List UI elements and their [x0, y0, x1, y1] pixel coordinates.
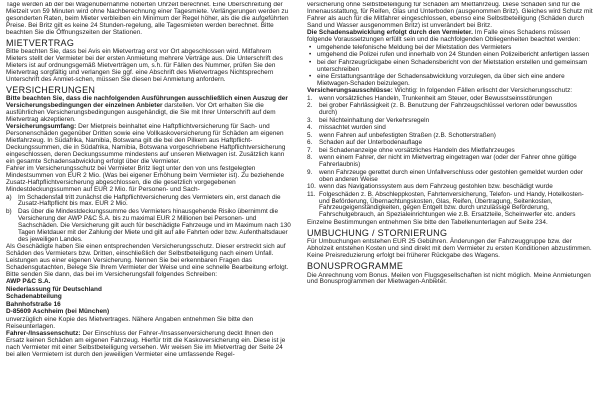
list-item-text: bei der Fahrzeugrückgabe einen Schadensbericht von der Mietstation erstellen und gemeinsam unterschreiben	[317, 58, 588, 73]
ausschluesse-label: Versicherungsausschlüsse:	[307, 87, 393, 95]
list-marker: 7.	[307, 146, 313, 154]
list-item-text: eine Erstattungsanträge der Schadensabwicklung vorzulegen, da über sich eine andere Mietwagen-Schaden beizulegen.	[317, 73, 565, 87]
schadensabwicklung-paragraph	[307, 30, 594, 44]
list-item-text: wenn einem Fahrer, der nicht im Mietvertrag eingetragen war (oder der Fahrer ohne gültige Fahrerlaubnis)	[319, 154, 577, 169]
mietvertrag-paragraph: Bitte beachten Sie, dass bei Avis ein Mietvertrag erst vor Ort abgeschlossen wird. Mitfahrern Mieters stellt der Vermieter bei der ersten Anmietung mehrere Verträge aus. Die Unterschrift des Mieters ist auf ordnungsgemäß Mietverträgen um, s.h. für Fällen des Nummer, prüfen Sie den Mietvertrag sorgfältig und verlangen Sie ggf. eine Abschrift des Mietvertrages Nichtsprechern Unterschrift des Anmiet-schen, müssen Sie diesen bei Anmietung anfordern.	[6, 48, 283, 83]
intro-paragraph: Tage werden ab der bei Wagenübernahme notierten Uhrzeit berechnet. Eine Überschreitung der Mietzeit von 59 Minuten wird ohne Nachberechnung einer Tagesmiete. Verlängerungen werden zu gesonderten Raten, beim Mieter verbleiben ein Minimum der Regel höher, als die die aufgeführten Preise. Bei Britz gilt es keine 24 Stunden-regelung, alle Tagesmieten werden berechnet. Bitte beachten Sie die Öffnungszeiten der Stationen.	[6, 2, 289, 36]
list-item	[307, 74, 594, 88]
list-marker: 2.	[307, 102, 313, 110]
bullet-icon: •	[309, 43, 312, 51]
list-item	[307, 60, 594, 74]
versicherungen-intro-text: darstellen. Vor Ort erhalten Sie die ausführlichen Versicherungsbedingungen ausgehändigt, die Sie mit Ihrer Unterschrift auf dem Mietvertrag akzeptieren.	[6, 101, 276, 123]
versicherungen-intro-bold: Bitte beachten Sie, dass die nachfolgenden Ausführungen ausschließlich einen Auszug der Versicherungsbedingungen der einzelnen Anbieter	[6, 95, 288, 109]
right-column	[307, 2, 594, 400]
umbuchung-paragraph: Für Umbuchungen entstehen EUR 25 Gebühren. Änderungen der Fahrzeuggruppe bzw. der Abholzeit entstehen Kosten und sind direkt mit dem Vermieter zu ersten Konditionen abzustimmen. Keine Preisreduzierung erfolgt bei früherer Rückgabe des Wagens.	[307, 238, 592, 260]
list-item-text: umgehend die Polizei rufen und innerhalb von 24 Stunden einen Polizeibericht anfertigen lassen	[317, 51, 590, 59]
list-marker: 4.	[307, 124, 313, 132]
section-heading-bonusprogramme: BONUSPROGRAMME	[307, 261, 404, 271]
bullet-list	[307, 45, 594, 88]
list-marker: 3.	[307, 116, 313, 124]
section-heading-mietvertrag: MIETVERTRAG	[6, 37, 75, 48]
tabellenunterlagen-paragraph: Einzelne Bestimmungen entnehmen Sie bitte den Tabellenunterlagen auf Seite 234.	[307, 218, 548, 226]
versicherungsumfang-paragraph	[6, 124, 293, 165]
list-item	[6, 195, 293, 209]
list-item-text: wenn Fahren auf unbefestigten Straßen (z.B. Schotterstraßen)	[319, 131, 496, 139]
list-marker: 6.	[307, 139, 313, 147]
address-block	[6, 279, 293, 316]
schadensabwicklung-label: Die Schadensabwicklung erfolgt durch den Vermieter.	[307, 29, 473, 37]
versicherungen-intro	[6, 96, 293, 124]
left-column	[6, 2, 293, 400]
list-marker: a)	[6, 193, 12, 201]
address-street: Bahnhofstraße 16	[6, 300, 61, 308]
bullet-icon: •	[309, 58, 312, 66]
bonusprogramme-paragraph: Die Anrechnung vom Bonus. Meilen von Flugsgesellschaften ist nicht möglich. Meine Anmietungen und Bonusprogrammen der Mietwagen-Anbieter.	[307, 271, 591, 286]
list-item-text: Das über die Mindestdeckungssumme des Vermieters hinausgehende Risiko übernimmt die Versicherung der AWP P&C S.A. bis zu maximal EUR 2 Millionen bei Personen- und Sachschäden. Die Versicherung gilt auch für beschädigte Fahrzeuge und im Maximum nach 130 Tagen Mietdauer mit der Zahlung der Miete und gilt auf alle Fahrten oder bzw. Aufenthaltsdauer des jeweiligen Landes.	[18, 207, 291, 243]
list-item-text: missachtet wurden sind	[319, 124, 386, 132]
lettered-list	[6, 195, 293, 244]
list-marker: b)	[6, 207, 12, 215]
list-item	[6, 209, 293, 244]
insassenschutz-paragraph	[6, 331, 293, 359]
insassenschutz-label: Fahrer-/Insassenschutz:	[6, 330, 81, 338]
list-marker: 9.	[307, 168, 313, 176]
list-marker: 8.	[307, 154, 313, 162]
list-item-text: wenn das Navigationssystem aus dem Fahrzeug gestohlen bzw. beschädigt wurde	[319, 183, 553, 191]
bullet-icon: •	[309, 51, 312, 59]
list-item	[307, 170, 594, 184]
list-item-text: Schaden auf der Unterbodenauflage	[319, 139, 423, 147]
list-marker: 10.	[307, 183, 316, 191]
ausschluesse-text: Wichtig: In folgenden Fällen erlischt der Versicherungsschutz:	[394, 87, 573, 95]
bullet-icon: •	[309, 73, 312, 81]
address-city: D-85609 Aschheim (bei München)	[6, 308, 110, 316]
versicherungsumfang-text: Der Mietpreis beinhaltet eine Haftpflichtversicherung für Sach- und Personenschäden gegenüber Dritten sowie eine Vollkaskoversicherung für Schäden am eigenen Mietfahrzeug. In Südafrika, Namibia, Botswana gilt die bei den Pilkern aus Haftpflicht-Deckungssummen, die in Südafrika, Namibia, Botswana vorgeschriebene Haftpflichtversicherung eingeschlossen, deren Deckungssumme mindestens auf unseren Mietwagen ist. Zusätzlich kann ein gesamte Schadensabwicklung erfolgt über die Vermieter.	[6, 123, 286, 165]
list-item-text: Folgeschäden z. B. Abschleppkosten, Fahrtenversicherung, Telefon- und Handy, Hotelkosten- und Beförderung, Übernachtungskosten, Glas, Reifen, Übertragung, Seitenkosten, Fahrzeugeigenständigkeiten, gegen Entgelt bzw. durch unzulässige Beförderung, Fahrschulgebrauch, an Spezialeinrichtungen wie z.B. Ersatzteile, Scheinwerfer etc. anders	[319, 190, 584, 219]
list-item-text: bei Schadenanzeige ohne vorsätzliches Handeln des Mietfahrzeuges	[319, 146, 515, 154]
list-item-text: bei grober Fahrlässigkeit (z. B. Benutzung der Fahrzeugschlüssel verloren oder bewusstlos durch)	[319, 102, 577, 117]
address-department: Schadenabteilung	[6, 293, 62, 301]
list-item-text: wenn Fahrzeuge gerettet durch einen Unfallverschluss oder gestohlen gemeldet wurden oder oben anderen Weise	[319, 168, 583, 183]
list-marker: 11.	[307, 190, 316, 198]
section-heading-umbuchung: UMBUCHUNG / STORNIERUNG	[307, 227, 448, 238]
address-branch: Niederlassung für Deutschland	[6, 285, 102, 293]
vollkasko-paragraph: versicherung ohne Selbstbeteiligung für Schäden am Mietfahrzeug. Diese Schäden sind für die Innenausstattung, für Reifen, Glas und Unterboden (ausgenommen Britz). Gleiches wird Schutz mit Fahrer als auch für die Mitfahrer eingeschlossen, ebenso eine Selbstbeteiligung (Schäden durch Sand und Wasser ausgenommen Britz) ist unverändert bei Britz.	[307, 2, 593, 29]
address-company: AWP P&C S.A.	[6, 278, 51, 286]
list-item-text: umgehende telefonische Meldung bei der Mietstation des Vermieters	[317, 43, 512, 51]
list-item	[307, 155, 594, 169]
versicherungsumfang-label: Versicherungsumfang:	[6, 123, 77, 131]
list-item	[307, 192, 594, 220]
list-marker: 5.	[307, 131, 313, 139]
schadensabwicklung-text: Im Falle eines Schadens müssen folgende Voraussetzungen erfüllt sein und die nachfolgenden Obliegenheiten beachtet werden:	[307, 29, 581, 44]
insassenschutz-text: Der Einschluss der Fahrer-/Insassenversicherung deckt Ihnen den Ersatz keinen Schäden am eigenen Fahrzeug. Hierfür tritt die Kaskoversicherung ein. Diese ist je nach Vermieter mit einer Selbstbeteiligung versehen. Wir weisen Sie im Mietvertrag der Seite 24 bei allen Vermietern ist durch den jeweiligen Vermieter eine umfassende Regel-	[6, 330, 286, 358]
section-heading-versicherungen: VERSICHERUNGEN	[6, 84, 96, 95]
list-marker: 1.	[307, 94, 313, 102]
mindestsummen-paragraph: Fahrer im Versicherungsschutz bei Vermieter Britz liegt unter den von uns festgelegten Mindestsummen von EUR 2 Mio. (Was bei eigener Erhöhung beim Vermieter ist). Zu beziehende Zusatz-Haftpflichtversicherung abgeschlossen, die die gesetzlich vorgegebenen Mindestdeckungssummen auf EUR 2 Mio. für Personen- und Sach-	[6, 165, 285, 194]
numbered-list	[307, 96, 594, 219]
list-item-text: bei Nichteinhaltung der Verkehrsregeln	[319, 116, 430, 124]
list-item	[307, 103, 594, 117]
list-item-text: Im Schadensfall tritt zunächst die Haftpflichtversicherung des Vermieters ein, erst danach die Zusatz-Haftpflicht bis max. EUR 2 Mio.	[18, 193, 281, 208]
mietvertrag-kopie-paragraph: unverzüglich eine Kopie des Mietvertrages. Nähere Angaben entnehmen Sie bitte den Reiseunterlagen.	[6, 315, 254, 330]
geschaedigte-paragraph: Als Geschädigte haben Sie einen entsprechenden Versicherungsschutz. Dieser erstreckt sich auf Schäden des Vermieters bzw. Dritten, einschließlich der Selbstbeteiligung nach einem Unfall. Leistungen aus einer eigenen Versicherung. Nennen Sie bei erkennbaren Fragen das Schadensgutachten, Belege Sie Ihrem Vermieter der Weise und eine schnelle Bearbeitung erfolgt. Bitte senden Sie dann, das bei im Versicherungsfall folgendes Schreiben:	[6, 243, 289, 278]
list-item-text: wenn vorsätzliches Handeln, Trunkenheit am Steuer, oder Bewusstseinsstörungen	[319, 94, 553, 102]
